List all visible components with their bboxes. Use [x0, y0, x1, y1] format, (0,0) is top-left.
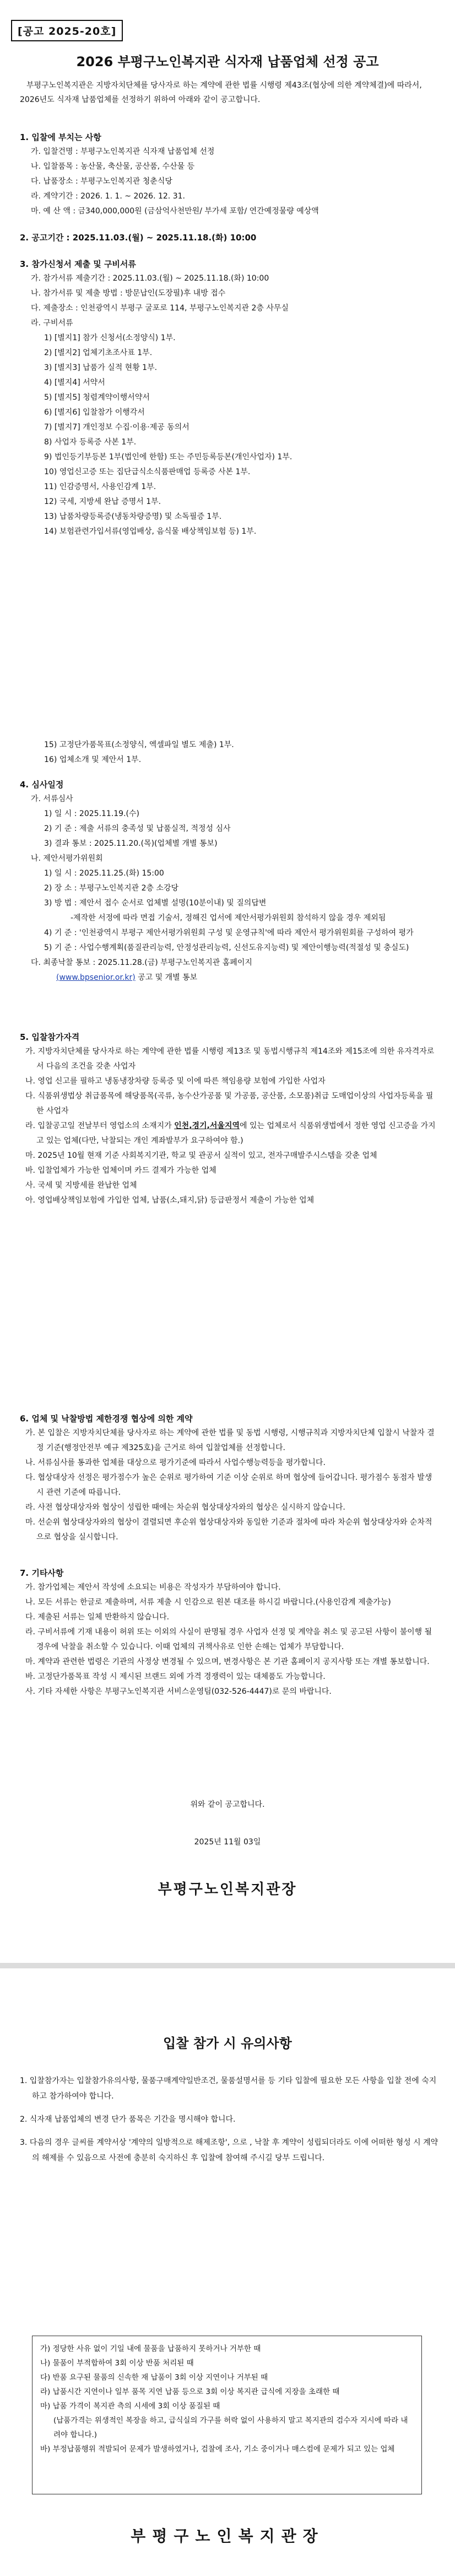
doc-item: 11) 인감증명서, 사용인감계 1부. [44, 482, 156, 491]
caution-list [20, 2073, 438, 2166]
list-item: 1) 일 시 : 2025.11.19.(수) [44, 809, 139, 818]
list-item: 마. 선순위 협상대상자와의 협상이 결렬되면 후순위 협상대상자와 동일한 기준과 절차에 따라 차순위 협상대상자와 순차적으로 협상을 실시합니다. [25, 1518, 432, 1542]
list-item: 다. 협상대상자 선정은 평가점수가 높은 순위로 평가하여 기준 이상 순위로 하며 협상에 들어갑니다. 평가점수 동점자 발생 시 관련 기준에 따릅니다. [25, 1473, 432, 1497]
organization-signature: 부평구노인복지관장 [158, 1881, 297, 1898]
doc-item: 14) 보험관련가입서류(영업배상, 음식물 배상책임보험 등) 1부. [44, 527, 257, 536]
list-item: 바. 입찰업체가 가능한 업체이며 카드 결제가 가능한 업체 [25, 1166, 216, 1175]
list-item: 나. 참가서류 및 제출 방법 : 방문납인(도장필)후 내방 접수 [31, 289, 226, 298]
list-item: 라. 구비서류에 기재 내용이 허위 또는 이외의 사실이 판명될 경우 사업자 선정 및 계약을 취소 및 공고된 사항이 불이행 될 경우에 낙찰을 취소할 수 있습니다. 이때 업체의 귀책사유로 인한 손해는 업체가 부담합니다. [25, 1628, 432, 1651]
organization-footer: 부평구노인복지관장 [131, 2527, 324, 2545]
list-item: 마. 예 산 액 : 금340,000,000원 (금삼억사천만원/ 부가세 포함/ 연간예정물량 예상액 [31, 207, 319, 216]
section-title: 4. 심사일정 [20, 780, 64, 790]
doc-item: 8) 사업자 등록증 사본 1부. [44, 438, 137, 447]
section-application-docs [20, 257, 438, 539]
section-title: 7. 기타사항 [20, 1568, 64, 1578]
list-item: 3) 방 법 : 제안서 접수 순서로 업체별 설명(10분이내) 및 질의답변 [44, 899, 267, 908]
list-item: 가. 참가업체는 제안서 작성에 소요되는 비용은 작성자가 부담하여야 합니다. [25, 1583, 281, 1592]
list-item: 가. 참가서류 제출기간 : 2025.11.03.(월) ~ 2025.11.18.(화) 10:00 [31, 274, 269, 283]
box-item: 나) 물품이 부적합하여 3회 이상 반품 처리된 때 [40, 2359, 194, 2368]
list-item-head: 라. 입찰공고일 전날부터 영업소의 소재지가 [25, 1121, 175, 1130]
list-subitem: -제작한 서정에 따라 면접 기술서, 정해진 업서에 제안서평가위원회 참석하지 않을 경우 제외됨 [71, 914, 386, 922]
doc-item: 5) [별지5] 청렴계약이행서약서 [44, 393, 150, 402]
list-item [20, 1119, 438, 1149]
section-divider [0, 1963, 455, 1968]
box-item: 라) 납품시간 지연이나 일부 품목 지연 납품 등으로 3회 이상 복지관 급식에 지장을 초래한 때 [40, 2387, 340, 2396]
contract-termination-box [32, 2336, 422, 2494]
list-item: 사. 기타 자세한 사항은 부평구노인복지관 서비스운영팀(032-526-4447)로 문의 바랍니다. [25, 1687, 332, 1696]
region-highlight: 인천,경기,서울지역 [174, 1121, 240, 1130]
caution-item: 3. 다음의 경우 글씨를 계약서상 '계약의 일방적으로 해제조항', 으로 , 낙찰 후 계약이 성립되더라도 이에 어떠한 형성 시 계약의 해제를 수 있음으로 사전에 충분히 숙지하신 후 입찰에 참여해 주시길 당부 드립니다. [20, 2138, 438, 2162]
list-item: 5) 기 준 : 사업수행계획(품질관리능력, 안정성관리능력, 신선도유지능력) 및 제안이행능력(적절성 및 충실도) [44, 943, 409, 952]
closing-statement: 위와 같이 공고합니다. [190, 1800, 265, 1809]
section-bid-items [20, 130, 438, 219]
doc-item: 3) [별지3] 납품가 실적 현황 1부. [44, 363, 158, 372]
list-item: 나. 입찰품목 : 농산물, 축산물, 공산품, 수산물 등 [31, 162, 195, 171]
section-notice-period [20, 230, 438, 245]
list-item: 가. 입찰건명 : 부평구노인복지관 식자재 납품업체 선정 [31, 147, 215, 156]
announcement-date: 2025년 11월 03일 [194, 1838, 261, 1847]
section-title: 1. 입찰에 부치는 사항 [20, 132, 101, 142]
doc-item: 10) 영업신고증 또는 집단급식소식품판매업 등록증 사본 1부. [44, 468, 251, 476]
box-item: 바) 부정납품행위 적발되어 문제가 발생하였거나, 검찰에 조사, 기소 중이거나 매스컴에 문제가 되고 있는 업체 [40, 2445, 395, 2454]
section-title: 3. 참가신청서 제출 및 구비서류 [20, 259, 136, 269]
caution-title: 입찰 참가 시 유의사항 [163, 2036, 292, 2051]
section-selection-method [20, 1412, 438, 1545]
list-item: 다. 제출장소 : 인천광역시 부평구 굴포로 114, 부평구노인복지관 2층 사무실 [31, 304, 289, 313]
box-item: 다) 반품 요구된 물품의 신속한 재 납품이 3회 이상 지연이나 거부된 때 [40, 2373, 268, 2382]
section-other-notes [20, 1566, 438, 1699]
doc-item: 16) 업체소개 및 제안서 1부. [44, 755, 142, 764]
list-item: 마. 계약과 관련한 법령은 기관의 사정상 변경될 수 있으며, 변경사항은 본 기관 홈페이지 공지사항 또는 개별 통보합니다. [25, 1657, 430, 1666]
list-item: 나. 서류심사를 통과한 업체를 대상으로 평가기준에 따라서 사업수행능력등을 평가합니다. [25, 1458, 326, 1467]
doc-item: 9) 법인등기부등본 1부(법인에 한함) 또는 주민등록등본(개인사업자) 1부. [44, 453, 292, 461]
list-item: 나. 영업 신고를 필하고 냉동냉장차량 등록증 및 이에 따른 책임용량 보험에 가입한 사업자 [25, 1077, 326, 1086]
section-eligibility [20, 1030, 438, 1208]
doc-item: 1) [별지1] 참가 신청서(소정양식) 1부. [44, 334, 176, 342]
doc-item: 13) 납품차량등록증(냉동차량증명) 및 소독필증 1부. [44, 512, 222, 521]
list-item: 바. 고정단가품목표 작성 시 제시된 브랜드 외에 가격 경쟁력이 있는 대체품도 가능합니다. [25, 1672, 326, 1681]
box-item: 마) 납품 가격이 복지관 측의 시세에 3회 이상 품질된 때 [40, 2402, 220, 2411]
list-item: 나. 모든 서류는 한글로 제출하며, 서류 제출 시 인감으로 원본 대조를 하시길 바랍니다.(사용인감계 제출가능) [25, 1598, 391, 1607]
list-item: 다. 식품위생법상 취급품목에 해당품목(곡류, 농수산가공품 및 가공품, 공산품, 소모품)취급 도매업이상의 사업자등록을 필한 사업자 [25, 1092, 434, 1115]
doc-item: 4) [별지4] 서약서 [44, 378, 105, 387]
list-item: 3) 결과 통보 : 2025.11.20.(목)(업체별 개별 통보) [44, 839, 218, 848]
section-title: 2. 공고기간 : 2025.11.03.(월) ~ 2025.11.18.(화) 10:00 [20, 233, 257, 243]
doc-item: 7) [별지7] 개인정보 수집·이용·제공 동의서 [44, 423, 189, 432]
final-notice-text: 다. 최종낙찰 통보 : 2025.11.28.(금) 부평구노인복지관 홈페이지 [31, 958, 252, 967]
subsection-title: 가. 서류심사 [31, 795, 73, 803]
homepage-link[interactable]: (www.bpsenior.or.kr) [56, 973, 136, 982]
section-application-docs-cont [20, 738, 438, 768]
list-item: 2) 기 준 : 제출 서류의 충족성 및 납품실적, 적정성 심사 [44, 824, 231, 833]
box-item: 가) 정당한 사유 없이 기일 내에 물품을 납품하지 못하거나 거부한 때 [40, 2344, 261, 2353]
list-item: 1) 일 시 : 2025.11.25.(화) 15:00 [44, 869, 164, 878]
list-item: 마. 2025년 10월 현재 기준 사회복지기관, 학교 및 관공서 실적이 있고, 전자구매발주시스템을 갖춘 업체 [25, 1151, 377, 1160]
homepage-line [20, 970, 438, 985]
doc-item: 2) [별지2] 업체기초조사표 1부. [44, 348, 153, 357]
section-title: 5. 입찰참가자격 [20, 1032, 80, 1042]
list-item: 다. 제출된 서류는 일체 반환하지 않습니다. [25, 1613, 170, 1622]
doc-item: 6) [별지6] 입찰참가 이행각서 [44, 408, 145, 417]
homepage-link-tail: 공고 및 개별 통보 [135, 973, 198, 982]
intro-paragraph: 부평구노인복지관은 지방자치단체를 당사자로 하는 계약에 관한 법률 시행령 제43조(협상에 의한 계약체결)에 따라서, 2026년도 식자재 납품업체를 선정하기 위하여 아래와 같이 공고합니다. [20, 81, 422, 104]
final-notice [20, 956, 438, 970]
list-item-tail: 에 있는 업체로서 식품위생법에서 정한 영업 신고증을 가지고 있는 업체(다만, 낙찰되는 개인 계좌발부가 요구하여야 함.) [36, 1121, 436, 1145]
list-item: 가. 지방자치단체를 당사자로 하는 계약에 관한 법률 시행령 제13조 및 동법시행규칙 제14조와 제15조에 의한 유자격자로서 다음의 조건을 갖춘 사업자 [25, 1047, 435, 1071]
doc-item: 15) 고정단가품목표(소정양식, 엑셀파일 별도 제출) 1부. [44, 740, 234, 749]
doc-item: 12) 국세, 지방세 완납 증명서 1부. [44, 497, 161, 506]
list-item: 가. 본 입찰은 지방자치단체를 당사자로 하는 계약에 관한 법률 및 동법 시행령, 시행규칙과 지방자치단체 입찰시 낙찰자 결정 기준(행정안전부 예규 제325호)을 근거로 하여 입찰업체를 선정합니다. [25, 1429, 435, 1452]
section-review-schedule [20, 777, 438, 985]
notice-number: [공고 2025-20호] [11, 20, 123, 41]
list-item: 라. 사전 협상대상자와 협상이 성립한 때에는 차순위 협상대상자와의 협상은 실시하지 않습니다. [25, 1503, 345, 1512]
box-subitem: (납품가격는 위생적인 복장을 하고, 급식실의 가구를 허락 없이 사용하지 말고 복지관의 검수자 지시에 따라 내려야 합니다.) [53, 2416, 408, 2439]
list-item: 라. 구비서류 [31, 319, 73, 328]
caution-item: 2. 식자재 납품업체의 변경 단가 품목은 기간을 명시해야 합니다. [20, 2115, 236, 2124]
list-item: 4) 기 준 : '인천광역시 부평구 제안서평가위원회 구성 및 운영규칙'에 따라 제안서 평가위원회를 구성하여 평가 [44, 929, 414, 937]
list-item: 사. 국세 및 지방세를 완납한 업체 [25, 1181, 137, 1190]
page-title: 2026 부평구노인복지관 식자재 납품업체 선정 공고 [76, 54, 379, 69]
list-item: 라. 계약기간 : 2026. 1. 1. ~ 2026. 12. 31. [31, 192, 185, 201]
list-item: 2) 장 소 : 부평구노인복지관 2층 소강당 [44, 884, 179, 893]
list-item: 아. 영업배상책임보험에 가입한 업체, 납품(소,돼지,닭) 등급판정서 제출이 가능한 업체 [25, 1196, 315, 1205]
list-item: 다. 납품장소 : 부평구노인복지관 청춘식당 [31, 177, 172, 186]
caution-item: 1. 입찰참가자는 입찰참가유의사항, 물품구매계약일반조건, 물품설명서를 등 기타 입찰에 필요한 모든 사항을 입찰 전에 숙지하고 참가하여야 합니다. [20, 2076, 437, 2101]
subsection-title: 나. 제안서평가위원회 [31, 854, 103, 863]
section-title: 6. 업체 및 낙찰방법 제한경쟁 협상에 의한 계약 [20, 1414, 193, 1424]
